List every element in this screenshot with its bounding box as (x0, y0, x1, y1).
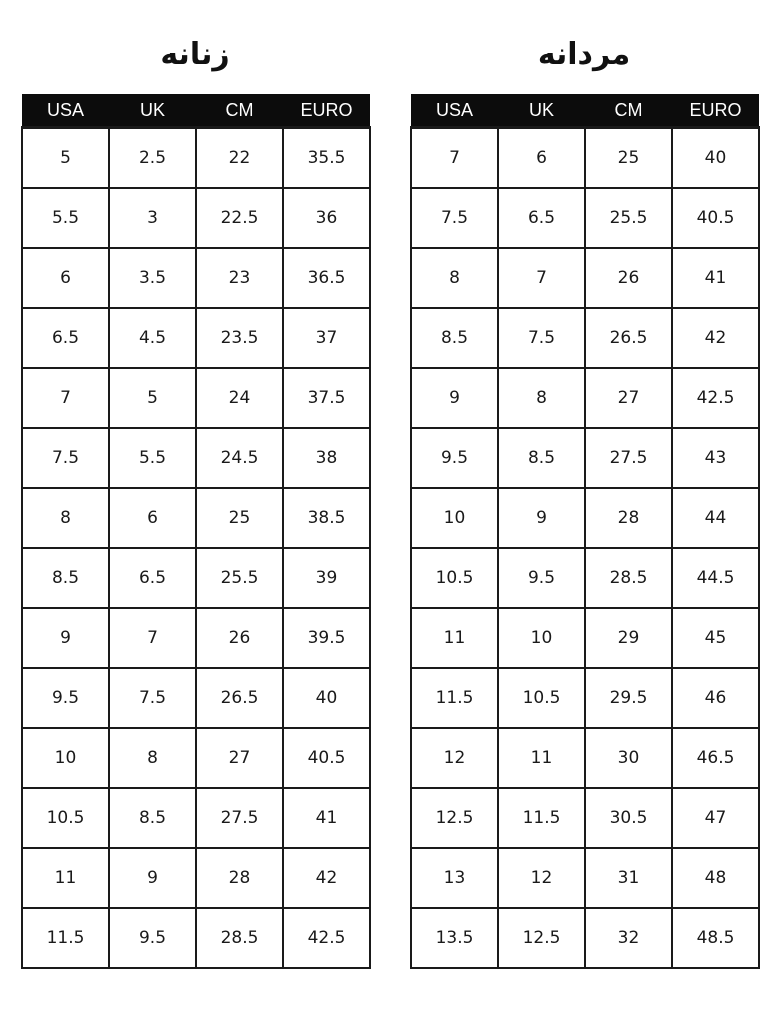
cell-usa: 10.5 (411, 548, 498, 608)
cell-euro: 40 (283, 668, 370, 728)
cell-usa: 9 (22, 608, 109, 668)
cell-euro: 44.5 (672, 548, 759, 608)
header-uk: UK (109, 94, 196, 128)
cell-euro: 46.5 (672, 728, 759, 788)
cell-uk: 6 (109, 488, 196, 548)
cell-euro: 48.5 (672, 908, 759, 968)
cell-uk: 10 (498, 608, 585, 668)
table-row (22, 308, 370, 368)
cell-uk: 2.5 (109, 128, 196, 189)
cell-euro: 39.5 (283, 608, 370, 668)
cell-uk: 5 (109, 368, 196, 428)
cell-euro: 40.5 (283, 728, 370, 788)
cell-uk: 5.5 (109, 428, 196, 488)
cell-usa: 11 (411, 608, 498, 668)
cell-usa: 8 (411, 248, 498, 308)
cell-cm: 25 (585, 128, 672, 189)
cell-uk: 9.5 (109, 908, 196, 968)
cell-euro: 35.5 (283, 128, 370, 189)
header-usa: USA (22, 94, 109, 128)
cell-uk: 7.5 (109, 668, 196, 728)
cell-uk: 9 (109, 848, 196, 908)
cell-usa: 11.5 (22, 908, 109, 968)
cell-usa: 11 (22, 848, 109, 908)
women-size-table (21, 94, 371, 969)
cell-usa: 8 (22, 488, 109, 548)
cell-usa: 6.5 (22, 308, 109, 368)
cell-usa: 8.5 (22, 548, 109, 608)
table-row (411, 308, 759, 368)
cell-cm: 27 (585, 368, 672, 428)
cell-cm: 29 (585, 608, 672, 668)
cell-cm: 25.5 (585, 188, 672, 248)
cell-uk: 12.5 (498, 908, 585, 968)
cell-euro: 37 (283, 308, 370, 368)
cell-uk: 8 (498, 368, 585, 428)
table-row (22, 428, 370, 488)
cell-uk: 8.5 (109, 788, 196, 848)
table-row (411, 548, 759, 608)
cell-euro: 36.5 (283, 248, 370, 308)
cell-cm: 26 (585, 248, 672, 308)
cell-uk: 4.5 (109, 308, 196, 368)
cell-usa: 9 (411, 368, 498, 428)
table-row (22, 248, 370, 308)
cell-euro: 44 (672, 488, 759, 548)
table-row (411, 668, 759, 728)
table-row (22, 788, 370, 848)
table-row (22, 728, 370, 788)
cell-euro: 39 (283, 548, 370, 608)
cell-usa: 9.5 (411, 428, 498, 488)
cell-usa: 11.5 (411, 668, 498, 728)
cell-uk: 7 (109, 608, 196, 668)
men-title: مردانه (537, 37, 631, 72)
cell-cm: 31 (585, 848, 672, 908)
cell-euro: 36 (283, 188, 370, 248)
table-row (411, 488, 759, 548)
cell-uk: 6.5 (498, 188, 585, 248)
cell-euro: 37.5 (283, 368, 370, 428)
cell-usa: 10.5 (22, 788, 109, 848)
table-row (22, 488, 370, 548)
men-header-row (411, 94, 759, 128)
cell-usa: 7.5 (411, 188, 498, 248)
table-row (22, 548, 370, 608)
cell-usa: 5.5 (22, 188, 109, 248)
cell-usa: 13.5 (411, 908, 498, 968)
cell-uk: 9.5 (498, 548, 585, 608)
cell-euro: 42 (283, 848, 370, 908)
cell-cm: 28.5 (196, 908, 283, 968)
cell-cm: 23 (196, 248, 283, 308)
cell-usa: 8.5 (411, 308, 498, 368)
cell-uk: 11 (498, 728, 585, 788)
table-row (22, 848, 370, 908)
cell-usa: 12 (411, 728, 498, 788)
cell-cm: 26 (196, 608, 283, 668)
table-row (22, 188, 370, 248)
cell-euro: 38.5 (283, 488, 370, 548)
cell-euro: 42.5 (283, 908, 370, 968)
cell-euro: 42.5 (672, 368, 759, 428)
cell-cm: 22 (196, 128, 283, 189)
cell-cm: 25 (196, 488, 283, 548)
cell-usa: 12.5 (411, 788, 498, 848)
cell-uk: 3 (109, 188, 196, 248)
table-row (22, 908, 370, 968)
cell-cm: 30 (585, 728, 672, 788)
cell-cm: 24 (196, 368, 283, 428)
cell-cm: 26.5 (585, 308, 672, 368)
cell-cm: 26.5 (196, 668, 283, 728)
cell-euro: 46 (672, 668, 759, 728)
cell-cm: 28 (585, 488, 672, 548)
cell-uk: 9 (498, 488, 585, 548)
cell-euro: 40.5 (672, 188, 759, 248)
cell-cm: 22.5 (196, 188, 283, 248)
cell-uk: 6.5 (109, 548, 196, 608)
table-row (22, 368, 370, 428)
cell-euro: 48 (672, 848, 759, 908)
table-row (411, 128, 759, 189)
cell-usa: 10 (411, 488, 498, 548)
cell-usa: 10 (22, 728, 109, 788)
cell-cm: 24.5 (196, 428, 283, 488)
cell-uk: 10.5 (498, 668, 585, 728)
table-row (411, 608, 759, 668)
table-row (411, 368, 759, 428)
cell-cm: 27.5 (196, 788, 283, 848)
header-euro: EURO (283, 94, 370, 128)
cell-uk: 6 (498, 128, 585, 189)
cell-uk: 7.5 (498, 308, 585, 368)
cell-uk: 12 (498, 848, 585, 908)
cell-cm: 27 (196, 728, 283, 788)
cell-cm: 28.5 (585, 548, 672, 608)
cell-uk: 8.5 (498, 428, 585, 488)
cell-cm: 25.5 (196, 548, 283, 608)
cell-cm: 23.5 (196, 308, 283, 368)
cell-usa: 9.5 (22, 668, 109, 728)
cell-usa: 7 (411, 128, 498, 189)
table-row (411, 248, 759, 308)
table-row (411, 728, 759, 788)
cell-euro: 45 (672, 608, 759, 668)
cell-uk: 11.5 (498, 788, 585, 848)
cell-uk: 3.5 (109, 248, 196, 308)
cell-uk: 7 (498, 248, 585, 308)
cell-euro: 41 (283, 788, 370, 848)
cell-usa: 13 (411, 848, 498, 908)
cell-usa: 5 (22, 128, 109, 189)
header-cm: CM (196, 94, 283, 128)
cell-cm: 32 (585, 908, 672, 968)
cell-euro: 47 (672, 788, 759, 848)
cell-euro: 41 (672, 248, 759, 308)
cell-euro: 42 (672, 308, 759, 368)
cell-euro: 40 (672, 128, 759, 189)
table-row (411, 428, 759, 488)
table-row (22, 128, 370, 189)
cell-euro: 43 (672, 428, 759, 488)
header-euro: EURO (672, 94, 759, 128)
cell-uk: 8 (109, 728, 196, 788)
cell-usa: 6 (22, 248, 109, 308)
header-uk: UK (498, 94, 585, 128)
cell-cm: 27.5 (585, 428, 672, 488)
table-row (22, 668, 370, 728)
cell-usa: 7 (22, 368, 109, 428)
cell-cm: 28 (196, 848, 283, 908)
women-header-row (22, 94, 370, 128)
cell-cm: 30.5 (585, 788, 672, 848)
table-row (411, 788, 759, 848)
table-row (22, 608, 370, 668)
table-row (411, 848, 759, 908)
header-usa: USA (411, 94, 498, 128)
cell-usa: 7.5 (22, 428, 109, 488)
table-row (411, 188, 759, 248)
women-title: زنانه (160, 37, 230, 72)
table-row (411, 908, 759, 968)
men-size-table (410, 94, 760, 969)
cell-cm: 29.5 (585, 668, 672, 728)
header-cm: CM (585, 94, 672, 128)
cell-euro: 38 (283, 428, 370, 488)
